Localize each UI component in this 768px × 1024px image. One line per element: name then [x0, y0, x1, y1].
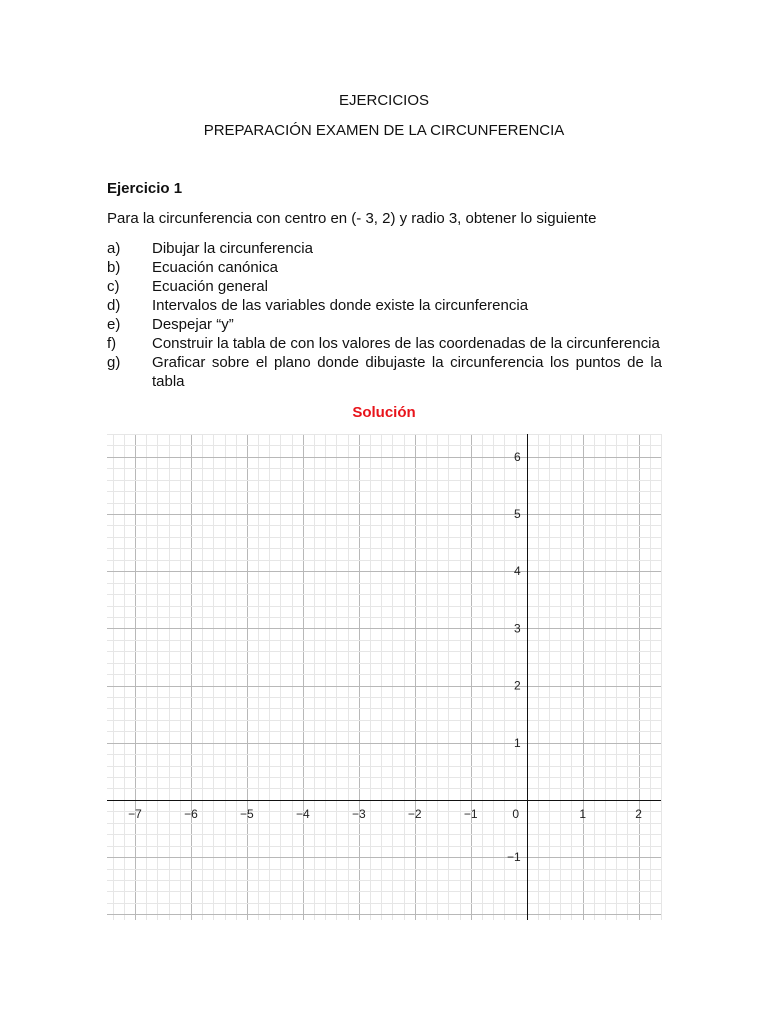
- item-text: Graficar sobre el plano donde dibujaste la circunferencia los puntos de la tabla: [152, 354, 662, 390]
- item-label: a): [107, 240, 121, 257]
- x-tick-label: 1: [579, 806, 587, 821]
- y-tick-label: 5: [514, 507, 521, 522]
- x-tick-label: 2: [635, 806, 642, 821]
- document-subtitle: PREPARACIÓN EXAMEN DE LA CIRCUNFERENCIA: [203, 122, 565, 139]
- y-tick-label: 1: [514, 735, 521, 750]
- x-tick-label: −1: [463, 806, 478, 821]
- item-text: Ecuación canónica: [152, 259, 278, 276]
- x-tick-label: −4: [296, 806, 310, 821]
- solution-label: Solución: [352, 404, 416, 421]
- x-tick-label: −5: [240, 806, 254, 821]
- y-tick-label: 3: [514, 621, 521, 636]
- item-text: Despejar “y”: [152, 316, 234, 333]
- item-label: f): [107, 335, 117, 352]
- item-label: c): [107, 278, 120, 295]
- y-tick-label: 4: [514, 564, 521, 579]
- y-tick-label: −1: [507, 850, 521, 865]
- x-tick-label: −2: [407, 806, 422, 821]
- x-tick-label: −7: [128, 806, 142, 821]
- document-title: EJERCICIOS: [338, 92, 429, 109]
- y-tick-label: 6: [514, 449, 521, 464]
- x-tick-label: −3: [351, 806, 366, 821]
- item-text: Dibujar la circunferencia: [152, 240, 313, 257]
- y-tick-label: 2: [514, 678, 521, 693]
- item-label: b): [107, 259, 121, 276]
- item-text: Intervalos de las variables donde existe la circunferencia: [152, 297, 529, 314]
- exercise-heading: Ejercicio 1: [107, 180, 183, 197]
- item-label: d): [107, 297, 121, 314]
- item-text: Ecuación general: [152, 278, 268, 295]
- x-tick-label: 0: [512, 806, 520, 821]
- exercise-intro: Para la circunferencia con centro en (- 3, 2) y radio 3, obtener lo siguiente: [107, 210, 597, 227]
- item-label: g): [107, 354, 121, 371]
- x-tick-label: −6: [184, 806, 198, 821]
- item-text: Construir la tabla de con los valores de las coordenadas de la circunferencia: [152, 335, 660, 352]
- item-label: e): [107, 316, 121, 333]
